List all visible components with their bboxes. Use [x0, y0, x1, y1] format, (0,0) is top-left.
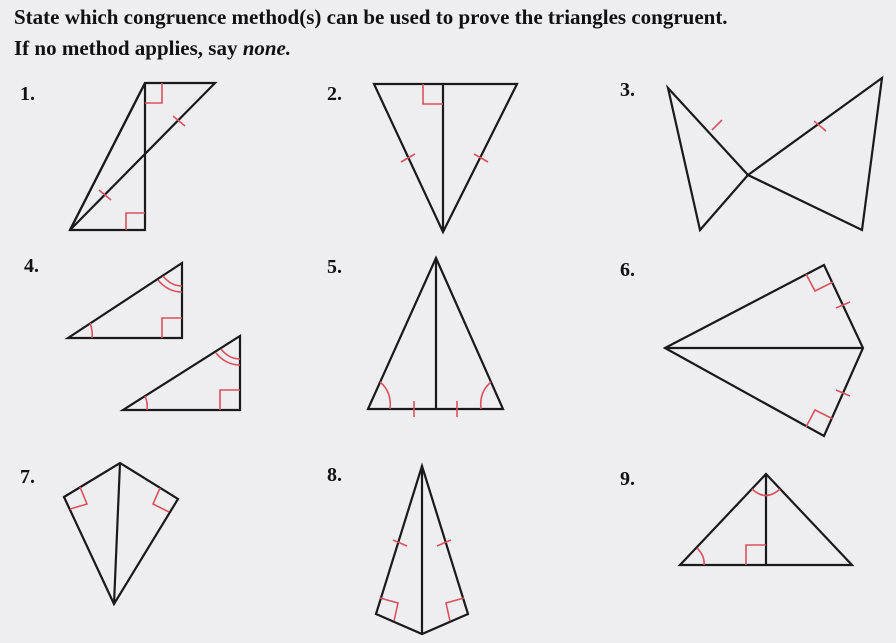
figure-9-right-angle [746, 545, 766, 565]
figure-8-tick-left [393, 540, 407, 546]
figure-9-base-arc [697, 548, 704, 565]
instruction-line-2-text: If no method applies, say [14, 36, 243, 60]
problem-number-1: 1. [20, 83, 35, 105]
figure-6 [665, 265, 863, 436]
figure-2 [374, 84, 517, 232]
figure-8 [376, 466, 468, 634]
figure-7 [64, 463, 178, 604]
problem-number-6: 6. [620, 259, 635, 281]
figure-4-bottom-angle-arc-1 [221, 349, 240, 359]
figure-4-top-angle-arc-1 [163, 276, 182, 286]
figure-7-kite [64, 463, 178, 604]
figure-9 [680, 474, 852, 565]
instruction-line-1: State which congruence method(s) can be used to prove the triangles congruent. [14, 5, 728, 29]
problem-number-2: 2. [327, 83, 342, 105]
problem-number-8: 8. [327, 464, 342, 486]
figure-1 [70, 83, 215, 230]
figure-5-angle-arc-left [380, 382, 390, 409]
figure-5-angle-arc-right [481, 382, 491, 409]
figure-1-right-angle-top [145, 83, 162, 103]
problem-number-5: 5. [327, 256, 342, 278]
problem-number-9: 9. [620, 468, 635, 490]
figure-4-top-right-angle [162, 318, 182, 338]
figure-8-tick-right [437, 540, 451, 546]
figure-4-bottom-right-angle [220, 390, 240, 410]
instruction-none-emphasis: none. [242, 36, 292, 60]
figure-3 [668, 78, 882, 230]
problem-number-4: 4. [24, 255, 39, 277]
figure-5 [368, 258, 503, 417]
figure-7-right-angle-left [70, 487, 87, 509]
figure-2-right-angle [423, 84, 443, 104]
figure-3-tick-left [712, 120, 722, 130]
figure-3-left-triangle [668, 88, 748, 230]
figure-4-bottom-triangle [123, 336, 240, 410]
problem-number-7: 7. [20, 466, 35, 488]
figure-4-top-angle-arc-small [90, 323, 92, 338]
problem-number-3: 3. [620, 79, 635, 101]
figure-2-triangle [374, 84, 517, 232]
figure-6-kite [665, 265, 863, 436]
figure-4 [68, 263, 240, 410]
figure-1-bottom-triangle [70, 83, 145, 230]
figure-3-right-triangle [748, 78, 882, 230]
figure-4-top-triangle [68, 263, 182, 338]
figure-4-bottom-angle-arc-small [145, 396, 147, 410]
figure-7-diagonal [114, 463, 120, 604]
figure-1-top-triangle [70, 83, 215, 230]
figure-1-right-angle-bottom [126, 213, 145, 230]
